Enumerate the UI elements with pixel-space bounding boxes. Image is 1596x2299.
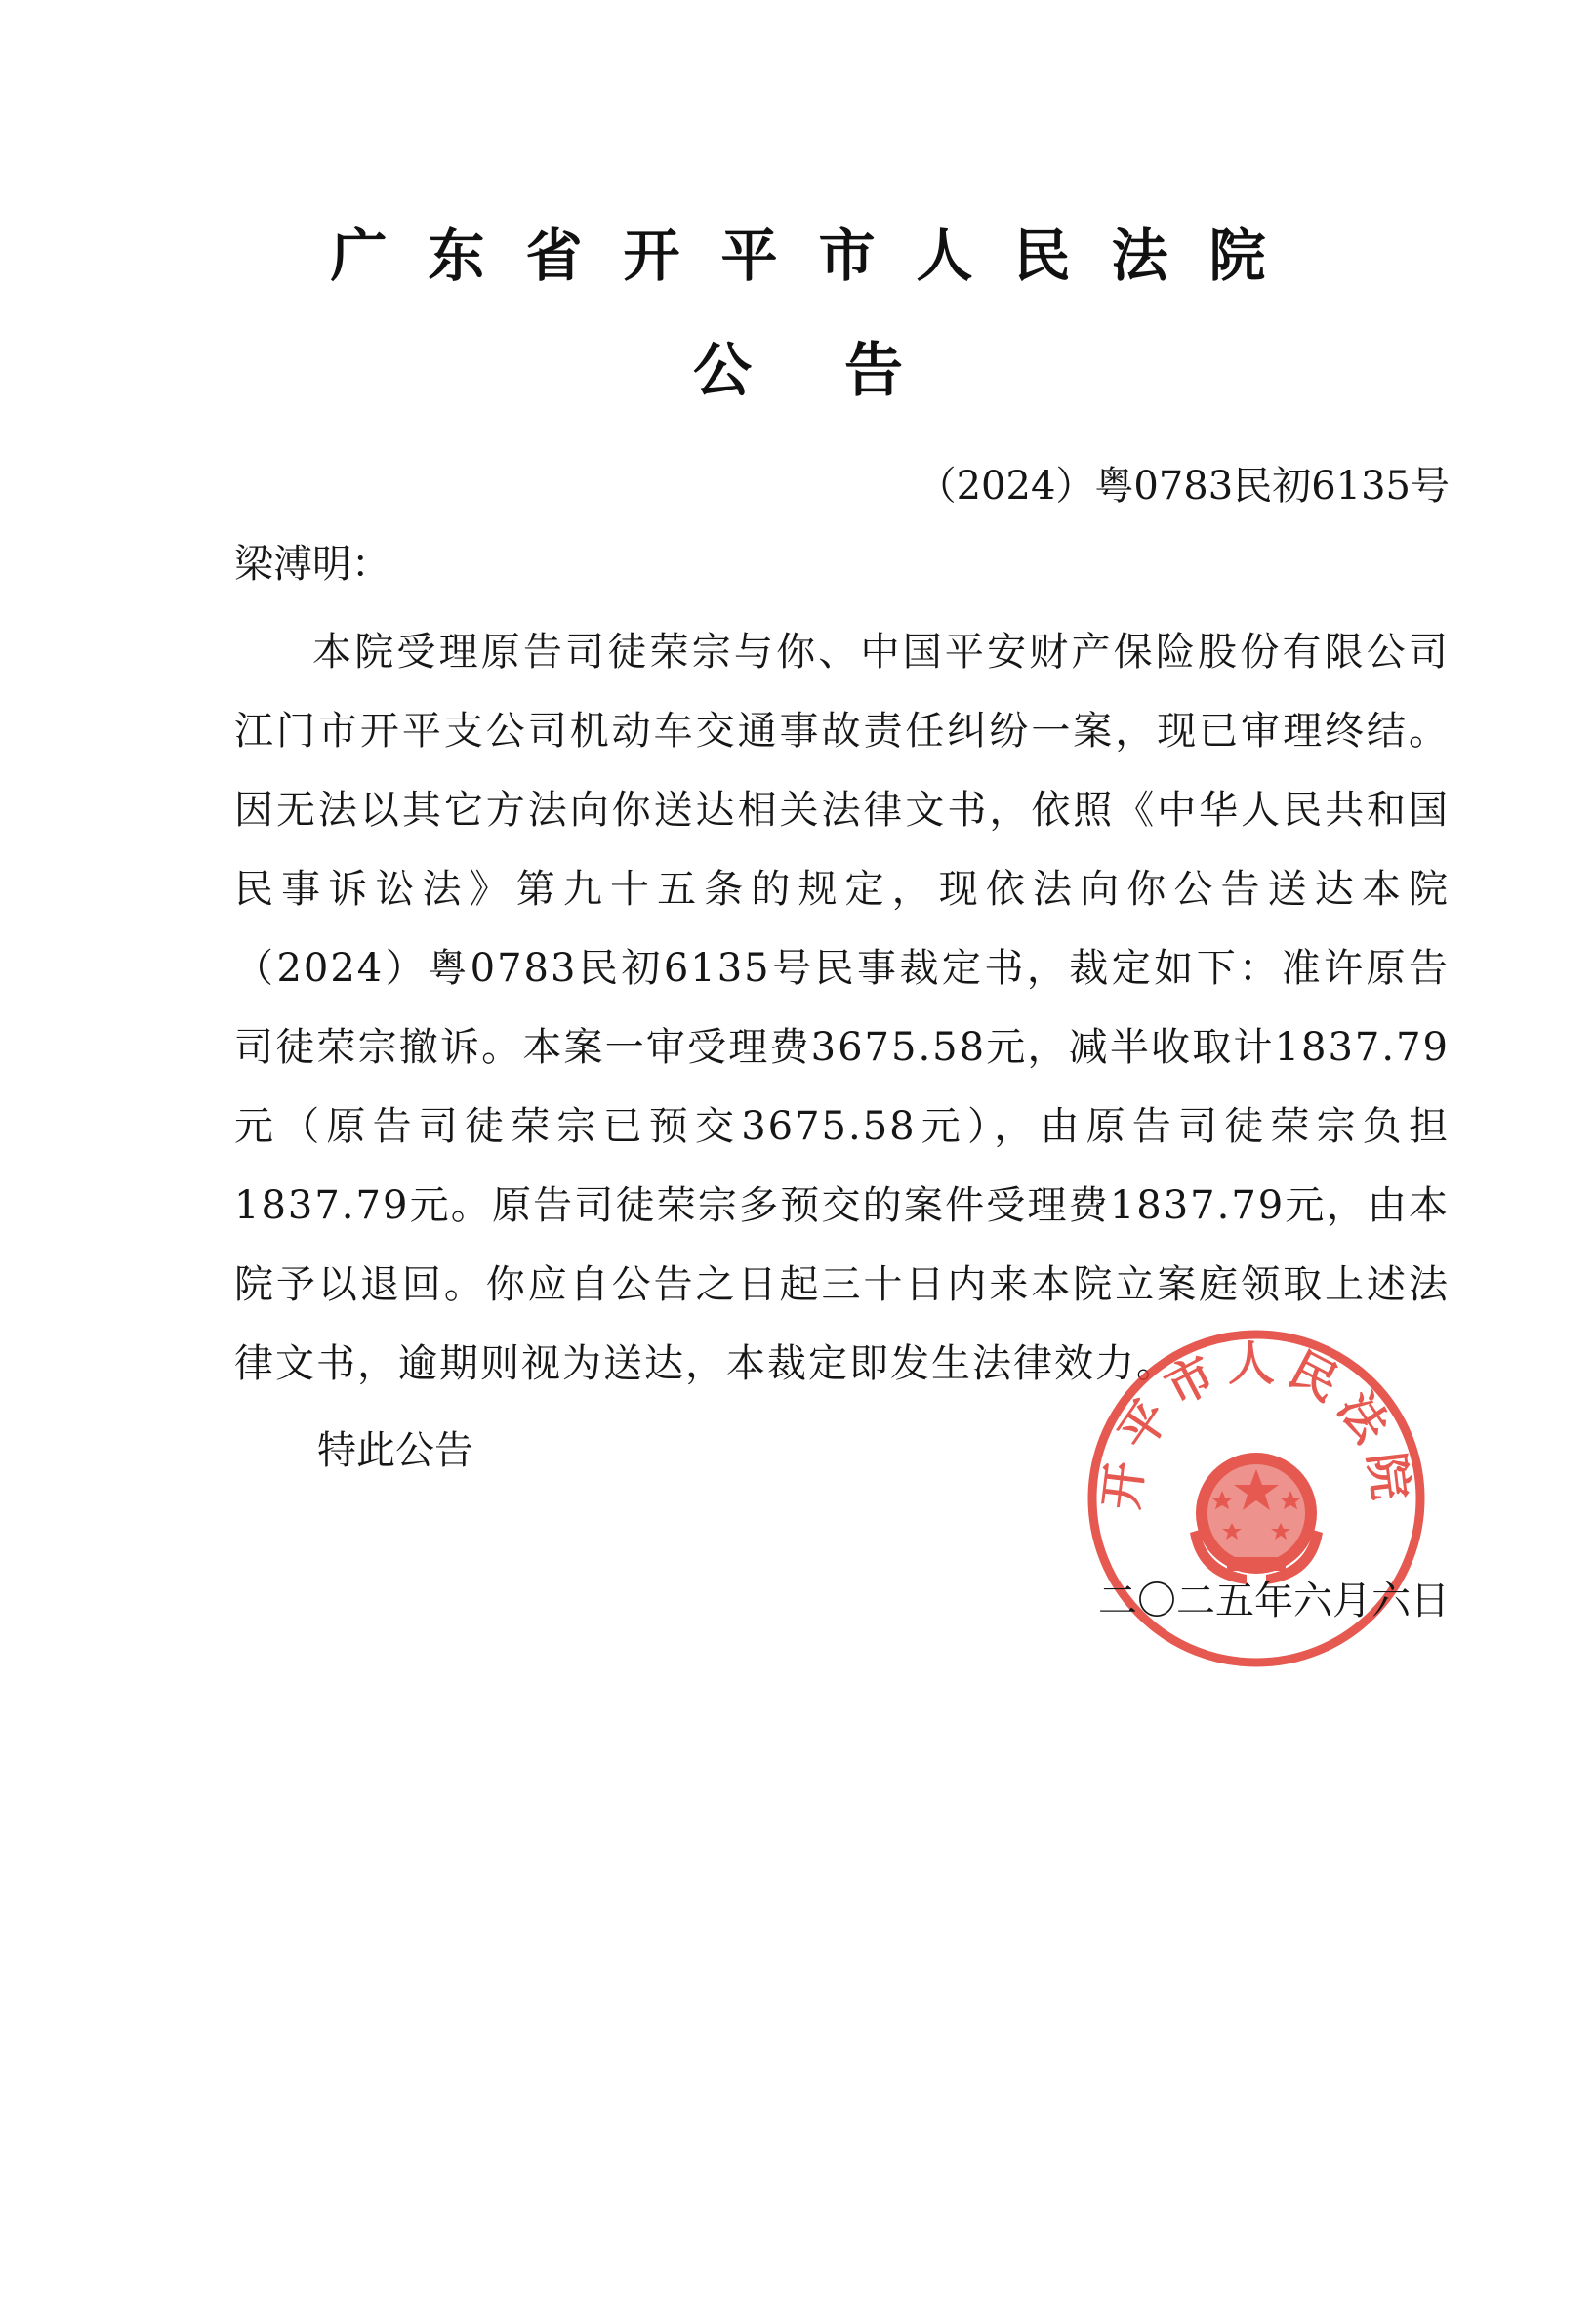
court-name: 广东省开平市人民法院: [330, 223, 1307, 289]
notice-body: 本院受理原告司徒荣宗与你、中国平安财产保险股份有限公司江门市开平支公司机动车交通事故责任纠纷一案，现已审理终结。因无法以其它方法向你送达相关法律文书，依照《中华人民共和国民事诉讼法》第九十五条的规定，现依法向你公告送达本院（2024）粤0783民初6135号民事裁定书，裁定如下：准许原告司徒荣宗撤诉。本案一审受理费3675.58元，减半收取计1837.79元（原告司徒荣宗已预交3675.58元），由原告司徒荣宗负担1837.79元。原告司徒荣宗多预交的案件受理费1837.79元，由本院予以退回。你应自公告之日起三十日内来本院立案庭领取上述法律文书，逾期则视为送达，本裁定即发生法律效力。: [234, 630, 1450, 1386]
seal-text: 开平市人民法院: [1093, 1336, 1419, 1513]
notice-date: 二〇二五年六月六日: [1098, 1579, 1450, 1623]
addressee: 梁溥明：: [234, 542, 390, 587]
national-emblem-icon: [1190, 1453, 1323, 1584]
notice-title: 公告: [693, 337, 996, 405]
case-number: （2024）粤0783民初6135号: [917, 464, 1450, 509]
closing-line: 特此公告: [317, 1428, 473, 1473]
